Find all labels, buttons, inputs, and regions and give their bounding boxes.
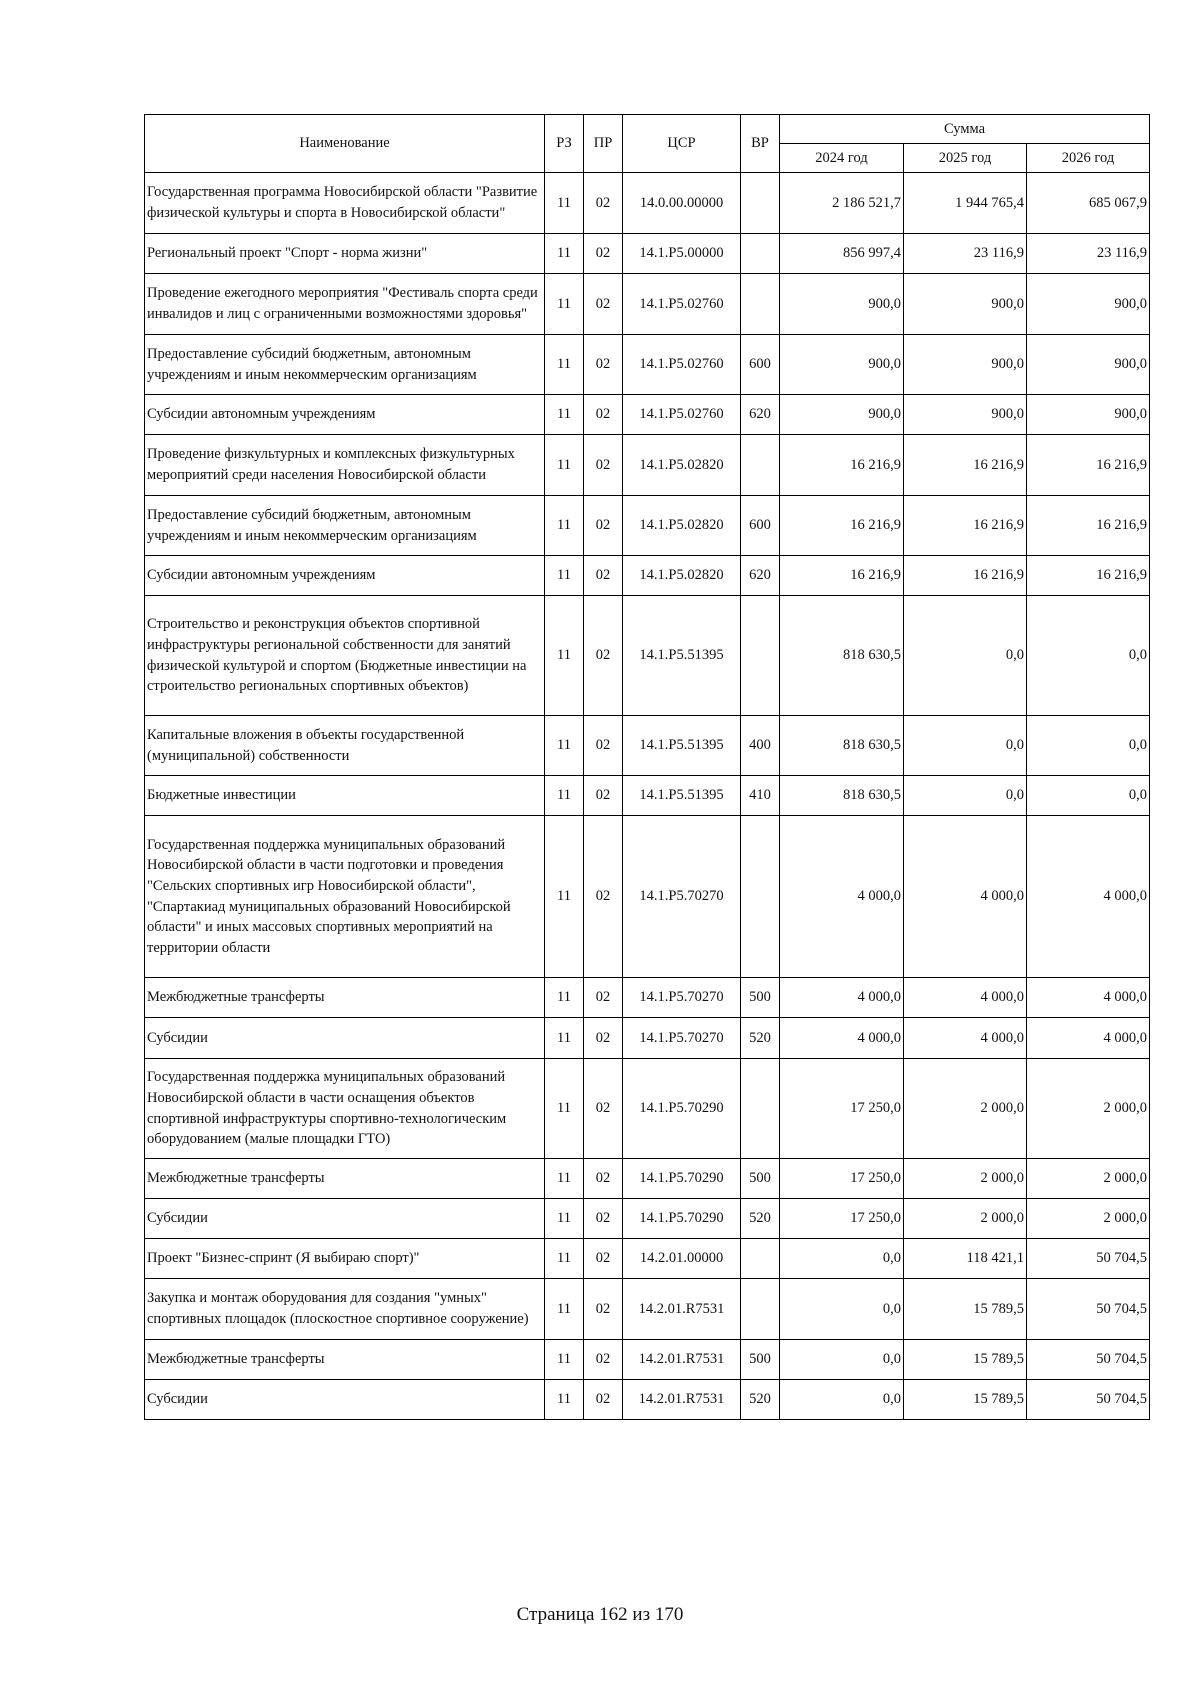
cell-csr: 14.1.Р5.02760 xyxy=(623,395,741,435)
header-year-2024: 2024 год xyxy=(780,144,904,173)
cell-sum-2025: 16 216,9 xyxy=(904,435,1027,496)
cell-vr: 500 xyxy=(741,978,780,1018)
table-row xyxy=(145,1340,1150,1380)
cell-name: Субсидии xyxy=(145,1380,545,1420)
cell-name: Закупка и монтаж оборудования для создания "умных" спортивных площадок (плоскостное спортивное сооружение) xyxy=(145,1279,545,1340)
cell-sum-2025: 0,0 xyxy=(904,716,1027,776)
table-row xyxy=(145,395,1150,435)
cell-sum-2024: 856 997,4 xyxy=(780,234,904,274)
table-row xyxy=(145,1239,1150,1279)
cell-name: Капитальные вложения в объекты государственной (муниципальной) собственности xyxy=(145,716,545,776)
cell-pr: 02 xyxy=(584,173,623,234)
cell-sum-2026: 50 704,5 xyxy=(1027,1340,1150,1380)
cell-csr: 14.1.Р5.00000 xyxy=(623,234,741,274)
table-row xyxy=(145,1159,1150,1199)
cell-pr: 02 xyxy=(584,1340,623,1380)
cell-rz: 11 xyxy=(545,395,584,435)
cell-pr: 02 xyxy=(584,1199,623,1239)
cell-csr: 14.1.Р5.70290 xyxy=(623,1159,741,1199)
cell-sum-2025: 4 000,0 xyxy=(904,816,1027,978)
cell-pr: 02 xyxy=(584,556,623,596)
cell-vr xyxy=(741,173,780,234)
cell-pr: 02 xyxy=(584,274,623,335)
cell-vr xyxy=(741,1239,780,1279)
cell-name: Субсидии xyxy=(145,1018,545,1059)
cell-pr: 02 xyxy=(584,1380,623,1420)
table-body xyxy=(145,173,1150,1420)
cell-sum-2025: 15 789,5 xyxy=(904,1340,1027,1380)
table-row xyxy=(145,1199,1150,1239)
cell-csr: 14.1.Р5.70270 xyxy=(623,816,741,978)
cell-sum-2025: 15 789,5 xyxy=(904,1279,1027,1340)
cell-pr: 02 xyxy=(584,335,623,395)
header-pr: ПР xyxy=(584,115,623,173)
cell-vr: 520 xyxy=(741,1199,780,1239)
cell-rz: 11 xyxy=(545,496,584,556)
cell-vr xyxy=(741,435,780,496)
cell-sum-2026: 4 000,0 xyxy=(1027,978,1150,1018)
cell-csr: 14.2.01.00000 xyxy=(623,1239,741,1279)
cell-rz: 11 xyxy=(545,274,584,335)
cell-sum-2026: 0,0 xyxy=(1027,596,1150,716)
cell-name: Государственная поддержка муниципальных образований Новосибирской области в части оснащения объектов спортивной инфраструктуры спортивно-технологическим оборудованием (малые площадки ГТО) xyxy=(145,1059,545,1159)
cell-sum-2026: 2 000,0 xyxy=(1027,1059,1150,1159)
cell-sum-2026: 2 000,0 xyxy=(1027,1199,1150,1239)
cell-sum-2026: 0,0 xyxy=(1027,716,1150,776)
table-row xyxy=(145,596,1150,716)
cell-vr: 600 xyxy=(741,496,780,556)
table-row xyxy=(145,776,1150,816)
header-sum: Сумма xyxy=(780,115,1150,144)
cell-csr: 14.1.Р5.51395 xyxy=(623,776,741,816)
cell-pr: 02 xyxy=(584,1059,623,1159)
cell-sum-2025: 1 944 765,4 xyxy=(904,173,1027,234)
cell-sum-2025: 16 216,9 xyxy=(904,496,1027,556)
cell-sum-2024: 0,0 xyxy=(780,1340,904,1380)
cell-sum-2025: 2 000,0 xyxy=(904,1199,1027,1239)
cell-pr: 02 xyxy=(584,1159,623,1199)
cell-rz: 11 xyxy=(545,556,584,596)
cell-rz: 11 xyxy=(545,173,584,234)
cell-rz: 11 xyxy=(545,1239,584,1279)
cell-rz: 11 xyxy=(545,1059,584,1159)
cell-pr: 02 xyxy=(584,1018,623,1059)
cell-sum-2025: 4 000,0 xyxy=(904,1018,1027,1059)
cell-sum-2025: 2 000,0 xyxy=(904,1159,1027,1199)
cell-sum-2024: 818 630,5 xyxy=(780,596,904,716)
cell-pr: 02 xyxy=(584,1239,623,1279)
cell-rz: 11 xyxy=(545,596,584,716)
table-row xyxy=(145,1380,1150,1420)
cell-sum-2025: 118 421,1 xyxy=(904,1239,1027,1279)
header-vr: ВР xyxy=(741,115,780,173)
cell-csr: 14.1.Р5.70270 xyxy=(623,1018,741,1059)
cell-vr: 500 xyxy=(741,1340,780,1380)
cell-vr: 620 xyxy=(741,556,780,596)
cell-vr xyxy=(741,274,780,335)
cell-sum-2024: 0,0 xyxy=(780,1239,904,1279)
cell-csr: 14.1.Р5.70290 xyxy=(623,1199,741,1239)
cell-pr: 02 xyxy=(584,816,623,978)
cell-name: Предоставление субсидий бюджетным, автономным учреждениям и иным некоммерческим организациям xyxy=(145,496,545,556)
cell-pr: 02 xyxy=(584,776,623,816)
cell-csr: 14.0.00.00000 xyxy=(623,173,741,234)
table-row xyxy=(145,335,1150,395)
cell-rz: 11 xyxy=(545,1380,584,1420)
table-header xyxy=(145,115,1150,173)
cell-sum-2024: 4 000,0 xyxy=(780,1018,904,1059)
table-row xyxy=(145,1279,1150,1340)
cell-sum-2024: 0,0 xyxy=(780,1279,904,1340)
cell-csr: 14.1.Р5.02820 xyxy=(623,435,741,496)
cell-sum-2026: 16 216,9 xyxy=(1027,556,1150,596)
cell-rz: 11 xyxy=(545,816,584,978)
cell-sum-2024: 818 630,5 xyxy=(780,716,904,776)
cell-name: Межбюджетные трансферты xyxy=(145,1340,545,1380)
cell-rz: 11 xyxy=(545,978,584,1018)
cell-sum-2026: 50 704,5 xyxy=(1027,1239,1150,1279)
cell-rz: 11 xyxy=(545,1279,584,1340)
cell-sum-2024: 900,0 xyxy=(780,274,904,335)
cell-sum-2024: 17 250,0 xyxy=(780,1199,904,1239)
cell-sum-2025: 0,0 xyxy=(904,776,1027,816)
cell-vr: 620 xyxy=(741,395,780,435)
table-row xyxy=(145,234,1150,274)
header-year-2026: 2026 год xyxy=(1027,144,1150,173)
cell-pr: 02 xyxy=(584,1279,623,1340)
table-row xyxy=(145,1059,1150,1159)
table-row xyxy=(145,978,1150,1018)
header-csr: ЦСР xyxy=(623,115,741,173)
cell-pr: 02 xyxy=(584,395,623,435)
cell-sum-2024: 4 000,0 xyxy=(780,816,904,978)
cell-csr: 14.1.Р5.70270 xyxy=(623,978,741,1018)
cell-sum-2024: 16 216,9 xyxy=(780,435,904,496)
page-number: Страница 162 из 170 xyxy=(516,1604,684,1625)
cell-rz: 11 xyxy=(545,716,584,776)
header-row-top xyxy=(145,115,1150,144)
cell-sum-2026: 2 000,0 xyxy=(1027,1159,1150,1199)
cell-vr xyxy=(741,234,780,274)
cell-name: Межбюджетные трансферты xyxy=(145,1159,545,1199)
cell-sum-2024: 900,0 xyxy=(780,335,904,395)
cell-rz: 11 xyxy=(545,335,584,395)
table-row xyxy=(145,173,1150,234)
header-name: Наименование xyxy=(145,115,545,173)
cell-sum-2025: 0,0 xyxy=(904,596,1027,716)
cell-name: Государственная программа Новосибирской области "Развитие физической культуры и спорта в Новосибирской области" xyxy=(145,173,545,234)
cell-rz: 11 xyxy=(545,1340,584,1380)
header-year-2025: 2025 год xyxy=(904,144,1027,173)
cell-sum-2026: 900,0 xyxy=(1027,274,1150,335)
cell-name: Государственная поддержка муниципальных образований Новосибирской области в части подготовки и проведения "Сельских спортивных игр Новосибирской области", "Спартакиад муниципальных образований Новосибирской области" и иных массовых спортивных мероприятий на территории области xyxy=(145,816,545,978)
cell-sum-2025: 23 116,9 xyxy=(904,234,1027,274)
cell-sum-2026: 16 216,9 xyxy=(1027,496,1150,556)
header-rz: РЗ xyxy=(545,115,584,173)
cell-sum-2024: 16 216,9 xyxy=(780,556,904,596)
cell-sum-2026: 50 704,5 xyxy=(1027,1380,1150,1420)
cell-vr: 520 xyxy=(741,1018,780,1059)
cell-rz: 11 xyxy=(545,435,584,496)
cell-name: Субсидии автономным учреждениям xyxy=(145,556,545,596)
table-row xyxy=(145,716,1150,776)
cell-vr xyxy=(741,816,780,978)
cell-csr: 14.1.Р5.02760 xyxy=(623,274,741,335)
table-row xyxy=(145,496,1150,556)
cell-rz: 11 xyxy=(545,776,584,816)
cell-sum-2026: 50 704,5 xyxy=(1027,1279,1150,1340)
cell-sum-2025: 900,0 xyxy=(904,274,1027,335)
table-row xyxy=(145,274,1150,335)
cell-sum-2026: 16 216,9 xyxy=(1027,435,1150,496)
cell-vr: 600 xyxy=(741,335,780,395)
cell-csr: 14.1.Р5.02760 xyxy=(623,335,741,395)
cell-rz: 11 xyxy=(545,1199,584,1239)
cell-csr: 14.1.Р5.70290 xyxy=(623,1059,741,1159)
budget-table xyxy=(144,114,1150,1420)
cell-name: Бюджетные инвестиции xyxy=(145,776,545,816)
cell-sum-2025: 900,0 xyxy=(904,335,1027,395)
cell-sum-2024: 0,0 xyxy=(780,1380,904,1420)
cell-sum-2026: 4 000,0 xyxy=(1027,1018,1150,1059)
cell-csr: 14.1.Р5.02820 xyxy=(623,556,741,596)
cell-sum-2025: 2 000,0 xyxy=(904,1059,1027,1159)
cell-name: Субсидии xyxy=(145,1199,545,1239)
cell-csr: 14.2.01.R7531 xyxy=(623,1279,741,1340)
cell-sum-2025: 16 216,9 xyxy=(904,556,1027,596)
cell-pr: 02 xyxy=(584,596,623,716)
table-row xyxy=(145,816,1150,978)
table-row xyxy=(145,1018,1150,1059)
cell-vr xyxy=(741,1279,780,1340)
cell-rz: 11 xyxy=(545,234,584,274)
cell-sum-2026: 0,0 xyxy=(1027,776,1150,816)
cell-sum-2024: 2 186 521,7 xyxy=(780,173,904,234)
cell-vr: 520 xyxy=(741,1380,780,1420)
cell-name: Проведение ежегодного мероприятия "Фестиваль спорта среди инвалидов и лиц с ограниченными возможностями здоровья" xyxy=(145,274,545,335)
cell-vr: 410 xyxy=(741,776,780,816)
cell-csr: 14.1.Р5.51395 xyxy=(623,716,741,776)
cell-name: Региональный проект "Спорт - норма жизни" xyxy=(145,234,545,274)
cell-name: Проект "Бизнес-спринт (Я выбираю спорт)" xyxy=(145,1239,545,1279)
cell-sum-2026: 4 000,0 xyxy=(1027,816,1150,978)
cell-pr: 02 xyxy=(584,234,623,274)
cell-name: Проведение физкультурных и комплексных физкультурных мероприятий среди населения Новосибирской области xyxy=(145,435,545,496)
table-row xyxy=(145,556,1150,596)
cell-sum-2026: 23 116,9 xyxy=(1027,234,1150,274)
cell-vr xyxy=(741,596,780,716)
cell-sum-2024: 17 250,0 xyxy=(780,1059,904,1159)
cell-pr: 02 xyxy=(584,978,623,1018)
cell-vr: 400 xyxy=(741,716,780,776)
cell-sum-2026: 900,0 xyxy=(1027,335,1150,395)
cell-sum-2024: 16 216,9 xyxy=(780,496,904,556)
cell-vr: 500 xyxy=(741,1159,780,1199)
cell-name: Субсидии автономным учреждениям xyxy=(145,395,545,435)
cell-sum-2026: 685 067,9 xyxy=(1027,173,1150,234)
cell-sum-2024: 900,0 xyxy=(780,395,904,435)
cell-sum-2024: 17 250,0 xyxy=(780,1159,904,1199)
cell-pr: 02 xyxy=(584,716,623,776)
cell-name: Межбюджетные трансферты xyxy=(145,978,545,1018)
cell-sum-2024: 4 000,0 xyxy=(780,978,904,1018)
cell-sum-2025: 4 000,0 xyxy=(904,978,1027,1018)
cell-csr: 14.1.Р5.02820 xyxy=(623,496,741,556)
cell-vr xyxy=(741,1059,780,1159)
cell-csr: 14.2.01.R7531 xyxy=(623,1380,741,1420)
cell-rz: 11 xyxy=(545,1018,584,1059)
cell-sum-2025: 900,0 xyxy=(904,395,1027,435)
cell-pr: 02 xyxy=(584,435,623,496)
cell-name: Предоставление субсидий бюджетным, автономным учреждениям и иным некоммерческим организациям xyxy=(145,335,545,395)
cell-pr: 02 xyxy=(584,496,623,556)
cell-sum-2026: 900,0 xyxy=(1027,395,1150,435)
cell-rz: 11 xyxy=(545,1159,584,1199)
cell-sum-2024: 818 630,5 xyxy=(780,776,904,816)
cell-name: Строительство и реконструкция объектов спортивной инфраструктуры региональной собственности для занятий физической культурой и спортом (Бюджетные инвестиции на строительство региональных спортивных объектов) xyxy=(145,596,545,716)
cell-csr: 14.2.01.R7531 xyxy=(623,1340,741,1380)
table-row xyxy=(145,435,1150,496)
cell-sum-2025: 15 789,5 xyxy=(904,1380,1027,1420)
cell-csr: 14.1.Р5.51395 xyxy=(623,596,741,716)
